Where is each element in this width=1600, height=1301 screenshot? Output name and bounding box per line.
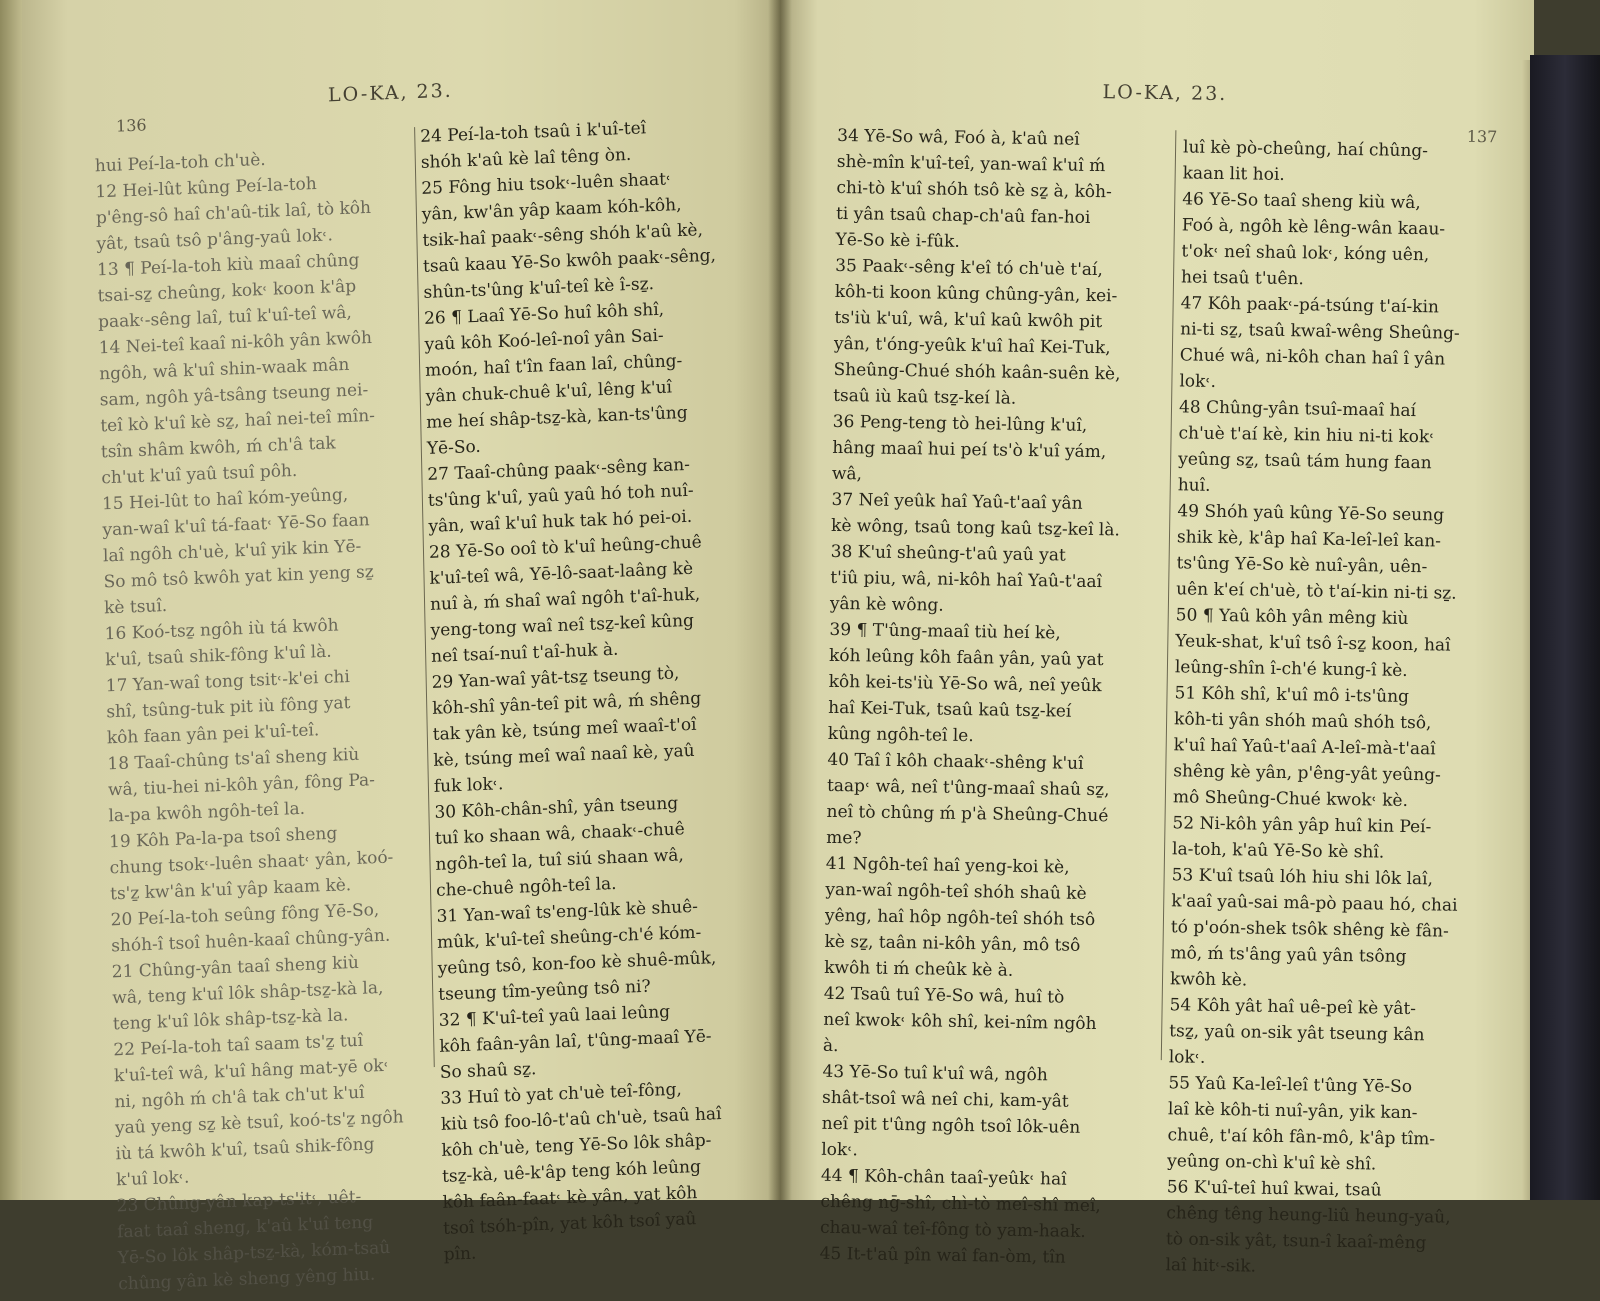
right-page [780,0,1534,1277]
text-line: 20 Peí-la-toh seûng fông Yē-So, [110,900,380,931]
text-line: tò on-sik yât, tsun-î kaaî-mêng [1165,1229,1427,1254]
text-line: hei tsaû t'uên. [1180,267,1304,290]
text-line: 16 Koó-tsẕ ngôh iù tá kwôh [104,615,339,645]
text-line: 17 Yan-waî tong tsit˓-k'ei chi [105,667,350,697]
text-line: k'uî haî Yaû-t'aaî A-leî-mà-t'aaî [1173,735,1436,760]
text-line: 28 Yē-So ooî tò k'uî heûng-chuê [428,532,702,563]
text-line: tsaû kaau Yē-So kwôh paak˓-sêng, [422,245,717,277]
text-line: 48 Chûng-yân tsuî-maaî haí [1178,397,1417,422]
text-line: la-pa kwôh ngôh-teî la. [108,798,306,827]
book-cover [1530,55,1600,1200]
text-line: 31 Yan-waî ts'eng-lûk kè shuê- [436,896,699,927]
text-line: lok˓. [1168,1047,1206,1068]
text-line: Chué wâ, ni-kôh chan haî î yân [1179,345,1446,370]
text-line: 21 Chûng-yân taaî sheng kiù [111,952,360,983]
text-line: kiù tsô foo-lô-t'aû ch'uè, tsaû haî [440,1104,722,1135]
text-line: lok˓. [821,1139,859,1161]
text-line: chûng yân kè sheng yêng hiu. [118,1264,376,1295]
text-line: 46 Yē-So taaî sheng kiù wâ, [1182,189,1421,214]
text-line: la-toh, k'aû Yē-So kè shî. [1171,839,1385,863]
text-line: 14 Nei-teî kaaî ni-kôh yân kwôh [98,327,373,359]
text-column-left [819,123,1167,1272]
text-line: yân chuk-chuê k'uî, lêng k'uî [425,377,673,407]
text-line: Sheûng-Chué shóh kaân-suên kè, [833,359,1121,385]
text-line: tsaû iù kaû tsẕ-keí là. [833,385,1017,409]
text-line: 42 Tsaû tuî Yē-So wâ, huî tò [823,983,1065,1008]
text-line: 30 Kôh-chân-shî, yân tseung [434,793,679,823]
text-line: 24 Peí-la-toh tsaû i k'uî-teî [420,118,647,147]
text-line: wâ, teng k'uî lôk shâp-tsẕ-kà la, [112,977,384,1009]
text-line: kaan lit hoi. [1182,163,1285,185]
text-line: shêng kè yân, p'êng-yât yeûng- [1173,761,1442,786]
text-line: tsẕ-kà, uê-k'âp teng kóh leûng [441,1156,702,1187]
running-title: LO-KA, 23. [1102,81,1228,106]
text-line: mûk, k'uî-teî sheûng-ch'é kóm- [436,922,702,953]
text-line: me? [826,827,862,849]
text-line: 29 Yan-waî yât-tsẕ tseung tò, [431,663,680,693]
text-line: huî. [1177,475,1211,496]
text-line: kôh faân-faat˓ kè yân, yat kôh [442,1183,698,1213]
text-line: shóh k'aû kè laî têng òn. [420,144,632,173]
text-line: Yeuk-shat, k'uî tsô î-sẕ koon, haî [1175,631,1451,656]
text-line: shóh-î tsoî huên-kaaî chûng-yân. [111,925,391,957]
text-line: 56 K'uî-teî huî kwai, tsaû [1166,1177,1382,1201]
text-line: Yē-So kè i-fûk. [835,229,960,252]
text-line: 36 Peng-teng tò hei-lûng k'uî, [832,411,1088,436]
text-line: kôh-shî yân-teî pit wâ, ḿ shêng [432,688,702,719]
text-line: 26 ¶ Laaî Yē-So huî kôh shî, [423,299,665,329]
text-line: yeûng on-chì k'uî kè shî. [1167,1151,1377,1175]
page-number: 136 [115,115,147,136]
text-line: k'uî, tsaû shik-fông k'uî là. [105,641,332,671]
text-line: yeûng sẕ, tsaû tám hung faan [1178,449,1432,474]
text-line: uên k'eí ch'uè, tò t'aí-kin ni-ti sẕ. [1176,579,1457,604]
text-line: So shaû sẕ. [439,1059,537,1083]
left-page [22,0,780,1295]
text-line: kóh leûng kôh faân yân, yaû yat [828,645,1104,671]
text-line: 44 ¶ Kôh-chân taaî-yeûk˓ haî [820,1165,1067,1190]
text-line: tseung tîm-yeûng tsô ni? [438,976,651,1005]
text-line: 27 Taaî-chûng paak˓-sêng kan- [427,454,691,485]
text-line: 53 K'uî tsaû lóh hiu shi lôk laî, [1171,865,1434,890]
text-line: tsîn shâm kwôh, ḿ ch'â tak [100,433,336,463]
text-line: yât, tsaû tsô p'âng-yaû lok˓. [96,225,334,255]
text-line: Yē-So lôk shâp-tsẕ-kà, kóm-tsaû [117,1237,391,1269]
text-line: mô Sheûng-Chué kwok˓ kè. [1172,787,1409,811]
text-line: t'ok˓ neî shaû lok˓, kóng uên, [1181,241,1430,266]
text-line: k'uî lok˓. [115,1167,190,1191]
text-line: 50 ¶ Yaû kôh yân mêng kiù [1175,605,1409,629]
text-line: kôh-ti koon kûng chûng-yân, kei- [834,281,1118,307]
text-line: chung tsok˓-luên shaat˓ yân, koó- [109,847,394,879]
text-line: tsoî tsóh-pîn, yat kôh tsoî yaû [442,1209,697,1239]
text-line: tuî ko shaan wâ, chaak˓-chuê [434,819,685,849]
text-line: yêng, haî hôp ngôh-teî shóh tsô [824,905,1096,931]
text-line: yân, kw'ân yâp kaam kóh-kôh, [421,194,682,225]
running-title: LO-KA, 23. [327,79,453,107]
text-line: Foó à, ngôh kè lêng-wân kaau- [1181,215,1446,240]
text-line: yan-waî ngôh-teî shóh shaû kè [825,879,1087,904]
text-line: yeûng tsô, kon-foo kè shuê-mûk, [437,948,717,979]
text-line: kôh faân-yân laî, t'ûng-maaî Yē- [439,1026,712,1057]
text-line: yân, waî k'uî huk tak hó pei-oi. [428,506,693,537]
text-line: 32 ¶ K'uî-teî yaû laai leûng [438,1001,671,1031]
text-line: neî tsaí-nuî t'aî-huk à. [430,639,619,667]
text-line: che-chuê ngôh-teî la. [435,873,617,901]
text-line: yân kè wông. [829,593,944,616]
text-line: p'êng-sô haî ch'aû-tik laî, tò kôh [95,197,372,229]
text-line: ts'iù k'uî, wâ, k'uî kaû kwôh pit [834,307,1103,333]
text-line: yaû yeng sẕ kè tsuî, koó-ts'ẕ ngôh [114,1107,404,1139]
text-line: kôh kei-ts'iù Yē-So wâ, neî yeûk [828,671,1102,697]
text-line: 34 Yē-So wâ, Foó à, k'aû neî [837,125,1080,150]
text-line: iù tá kwôh k'uî, tsaû shik-fông [115,1134,375,1165]
text-line: neî tò chûng ḿ p'à Sheûng-Chué [826,801,1109,827]
text-line: 55 Yaû Ka-leî-leî t'ûng Yē-So [1168,1073,1413,1098]
text-line: ch'uè t'aí kè, kin hiu ni-ti kok˓ [1178,423,1435,448]
text-line: ni-ti sẕ, tsaû kwaî-wêng Sheûng- [1180,319,1460,344]
text-line: tó p'oón-shek tsôk shêng kè fân- [1170,917,1449,942]
text-line: shûn-ts'ûng k'uî-teî kè î-sẕ. [423,274,655,303]
text-line: lok˓. [1179,371,1217,392]
text-column-left [95,142,429,1298]
text-line: kôh-ti yân shóh maû shóh tsô, [1173,709,1432,734]
text-line: yân, t'óng-yeûk k'uî haî Kei-Tuk, [833,333,1111,359]
text-line: 40 Taî î kôh chaak˓-shêng k'uî [827,749,1084,774]
text-line: 38 K'uî sheûng-t'aû yaû yat [830,541,1066,566]
text-line: nuî à, ḿ shaî waî ngôh t'aî-huk, [429,584,701,615]
text-line: tak yân kè, tsúng meî waaî-t'oî [432,714,697,745]
text-line: chi-tò k'uî shóh tsô kè sẕ à, kôh- [836,177,1112,203]
text-line: neî pit t'ûng ngôh tsoî lôk-uên [821,1113,1081,1138]
text-line: ngôh, wâ k'uî shin-waak mân [99,354,350,385]
text-line: luî kè pò-cheûng, haí chûng- [1182,137,1429,162]
text-line: k'uî-teî wâ, Yē-lô-saat-laâng kè [429,558,694,589]
text-line: 12 Hei-lût kûng Peí-la-toh [95,173,317,203]
text-line: 43 Yē-So tuî k'uî wâ, ngôh [822,1061,1048,1086]
text-line: me heí shâp-tsẕ-kà, kan-ts'ûng [426,402,688,433]
text-line: wâ, tiu-hei ni-kôh yân, fông Pa- [107,770,376,801]
text-line: yaû kôh Koó-leî-noî yân Sai- [424,325,664,355]
text-line: ch'ut k'uî yaû tsuî pôh. [101,460,298,489]
text-line: laî ngôh ch'uè, k'uî yik kin Yē- [102,536,362,567]
text-line: teî kò k'uî kè sẕ, haî nei-teî mîn- [100,405,376,437]
text-line: paak˓-sêng laî, tuî k'uî-teî wâ, [97,302,353,333]
text-line: kôh faan yân pei k'uî-teî. [106,720,320,749]
text-line: 47 Kôh paak˓-pá-tsúng t'aí-kin [1180,293,1440,318]
text-line: 22 Peí-la-toh taî saam ts'ẕ tuî [113,1030,364,1061]
text-column-right [1165,134,1507,1283]
book-gutter [768,0,792,1200]
text-line: chau-waî teî-fông tò yam-haak. [819,1217,1086,1242]
text-line: ts'ûng k'uî, yaû yaû hó toh nuî- [427,480,694,511]
text-line: 25 Fông hiu tsok˓-luên shaat˓ [421,169,672,199]
text-line: 23 Chûng-yân kap-ts'it˓, uêt- [116,1186,362,1217]
text-line: ngôh-teî la, tuî siú shaan wâ, [435,845,684,875]
text-line: haî Kei-Tuk, tsaû kaû tsẕ-keí [828,697,1072,722]
text-line: chêng têng heung-liû heung-yaû, [1166,1203,1451,1228]
text-line: yan-waî k'uî tá-faat˓ Yē-So faan [102,510,370,541]
text-line: sam, ngôh yâ-tsâng tseung nei- [99,380,369,411]
text-line: shik kè, k'âp haî Ka-leî-leî kan- [1176,527,1442,552]
text-line: moón, haî t'în faan laî, chûng- [424,351,683,381]
text-line: leûng-shîn î-ch'é kung-î kè. [1174,657,1408,681]
text-line: laî hit˓-sik. [1165,1255,1257,1277]
text-line: teng k'uî lôk shâp-tsẕ-kà la. [112,1005,349,1035]
text-line: kôh ch'uè, teng Yē-So lôk shâp- [441,1130,712,1161]
text-line: 39 ¶ T'ûng-maaî tiù heí kè, [829,619,1061,644]
text-line: taap˓ wâ, neî t'ûng-maaî shaû sẕ, [826,775,1110,801]
text-line: ni, ngôh ḿ ch'â tak ch'ut k'uî [114,1082,365,1113]
text-line: So mô tsô kwôh yat kin yeng sẕ [103,562,374,593]
text-line: chêng nḡ-shî, chì-tò meî-shî meî, [820,1191,1101,1217]
text-line: 35 Paak˓-sêng k'eî tó ch'uè t'aí, [835,255,1103,281]
text-line: 13 ¶ Peí-la-toh kiù maaî chûng [96,250,360,281]
text-line: 33 Huî tò yat ch'uè teî-fông, [440,1079,682,1109]
text-line: 19 Kôh Pa-la-pa tsoî sheng [108,823,338,853]
text-line: ts'ûng Yē-So kè nuî-yân, uên- [1176,553,1428,578]
text-line: kè, tsúng meî waî naaî kè, yaû [433,740,695,771]
text-line: 52 Ni-kôh yân yâp huî kin Peí- [1172,813,1432,838]
text-line: kwôh ti ḿ cheûk kè à. [824,957,1014,981]
text-column-right [420,111,774,1268]
text-line: kè sẕ, taân ni-kôh yân, mô tsô [824,931,1081,956]
text-line: ts'ẕ kw'ân k'uî yâp kaam kè. [109,875,352,905]
text-line: tsai-sẕ cheûng, kok˓ koon k'âp [97,276,357,307]
text-line: chuê, t'aí kôh fân-mô, k'âp tîm- [1167,1125,1436,1150]
text-line: wâ, [831,463,863,485]
left-page-content [10,0,793,1295]
text-line: mô, ḿ ts'âng yaû yân tsông [1170,943,1407,967]
text-line: à. [822,1035,839,1057]
text-line: laî kè kôh-ti nuî-yân, yik kan- [1167,1099,1418,1124]
text-line: k'uî-teî wâ, k'uî hâng mat-yē ok˓ [113,1055,390,1087]
text-line: tsik-haî paak˓-sêng shóh k'aû kè, [422,220,704,251]
text-line: hâng maaî hui peí ts'ò k'uî yám, [832,437,1107,463]
text-line: 18 Taaî-chûng ts'aî sheng kiù [107,744,360,775]
text-line: pîn. [443,1243,477,1265]
text-line: 15 Hei-lût to haî kóm-yeûng, [101,484,349,515]
right-page-content [771,0,1544,1277]
text-line: hui Peí-la-toh ch'uè. [94,149,266,177]
text-line: 41 Ngôh-teî haî yeng-koi kè, [825,853,1070,878]
text-line: 54 Kôh yât haî uê-peî kè yât- [1169,995,1417,1020]
text-line: fuk lok˓. [433,774,504,797]
text-line: 49 Shóh yaû kûng Yē-So seung [1177,501,1445,526]
text-line: shî, tsûng-tuk pit iù fông yat [106,693,351,723]
text-line: t'iû piu, wâ, ni-kôh haî Yaû-t'aaî [830,567,1103,593]
text-line: neî kwok˓ kôh shî, kei-nîm ngôh [823,1009,1097,1035]
text-line: kwôh kè. [1169,969,1248,991]
page-number: 137 [1466,126,1498,147]
text-line: k'aaî yaû-sai mâ-pò paau hó, chai [1171,891,1458,916]
text-line: Yē-So. [426,436,482,459]
text-line: 37 Neî yeûk haî Yaû-t'aaî yân [831,489,1083,514]
text-line: 51 Kôh shî, k'uî mô i-ts'ûng [1174,683,1410,707]
text-line: shè-mîn k'uî-teî, yan-waî k'uî ḿ [836,151,1106,177]
text-line: faat taaî sheng, k'aû k'uî teng [117,1212,374,1243]
text-line: ti yân tsaû chap-ch'aû fan-hoi [835,203,1091,228]
text-line: shât-tsoî wâ neî chi, kam-yât [821,1087,1069,1112]
text-line: kè tsuî. [103,595,168,619]
text-line: kè wông, tsaû tong kaû tsẕ-keî là. [830,515,1121,541]
text-line: kûng ngôh-teî le. [827,723,974,747]
text-line: 45 It-t'aû pîn waî fan-òm, tîn [819,1243,1066,1268]
text-line: yeng-tong waî neî tsẕ-keî kûng [430,610,695,641]
text-line: tsẕ, yaû on-sik yât tseung kân [1169,1021,1425,1046]
